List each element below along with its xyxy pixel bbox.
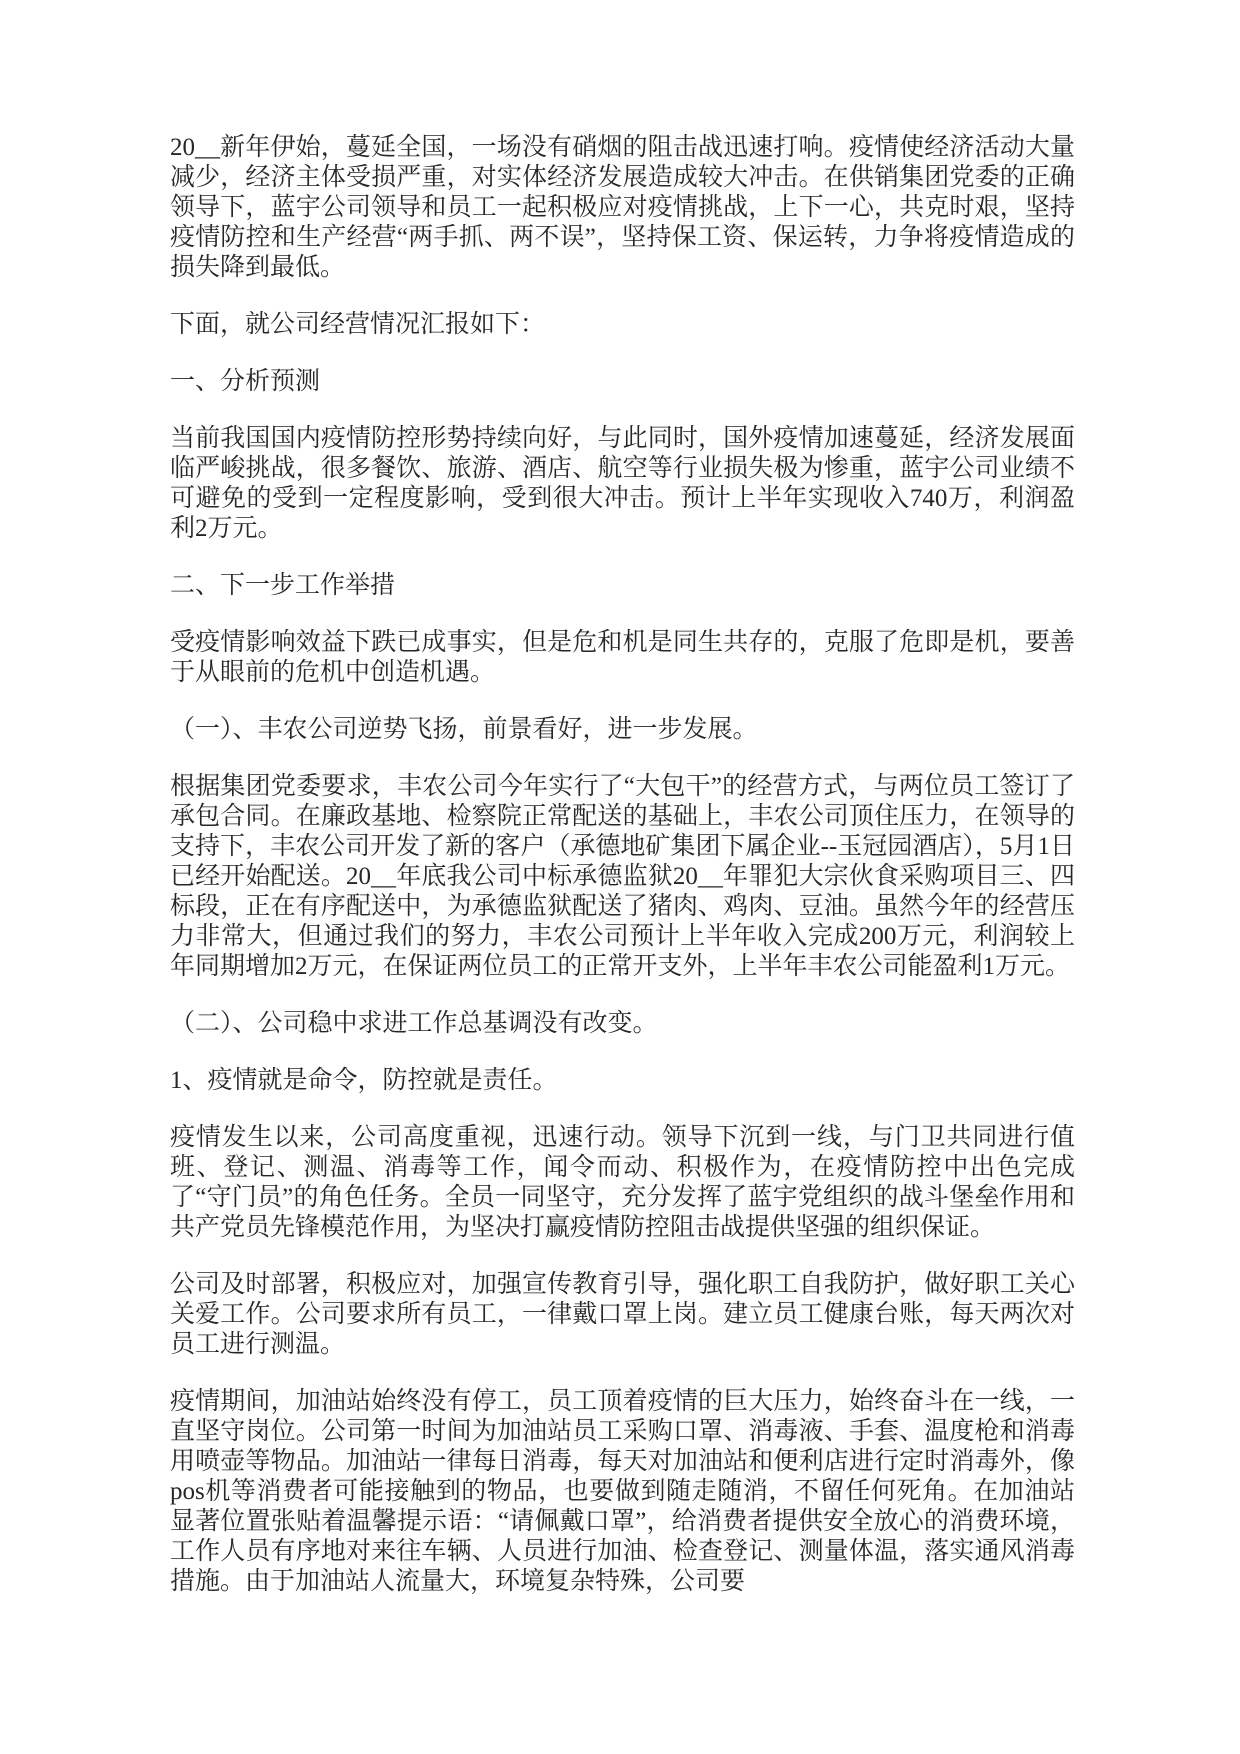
report-intro-line: 下面，就公司经营情况汇报如下： [170,311,546,338]
fengnong-detail-paragraph: 根据集团党委要求，丰农公司今年实行了“大包干”的经营方式，与两位员工签订了承包合同。在廉政基地、检察院正常配送的基础上，丰农公司顶住压力，在领导的支持下，丰农公司开发了新的客户（承德地矿集团下属企业--玉冠园酒店），5月1日已经开始配送。20__年底我公司中标承德监狱20__年罪犯大宗伙食采购项目三、四标段，正在有序配送中，为承德监狱配送了猪肉、鸡肉、豆油。虽然今年的经营压力非常大，但通过我们的努力，丰农公司预计上半年收入完成200万元，利润较上年同期增加2万元，在保证两位员工的正常开支外，上半年丰农公司能盈利1万元。 [170,773,1075,980]
item-heading-epidemic-order: 1、疫情就是命令，防控就是责任。 [170,1067,558,1094]
staff-protection-paragraph: 公司及时部署，积极应对，加强宣传教育引导，强化职工自我防护，做好职工关心关爱工作。公司要求所有员工，一律戴口罩上岗。建立员工健康台账，每天两次对员工进行测温。 [170,1271,1075,1358]
analysis-paragraph: 当前我国国内疫情防控形势持续向好，与此同时，国外疫情加速蔓延，经济发展面临严峻挑战，很多餐饮、旅游、酒店、航空等行业损失极为惨重，蓝宇公司业绩不可避免的受到一定程度影响，受到很大冲击。预计上半年实现收入740万，利润盈利2万元。 [170,425,1075,542]
epidemic-response-paragraph: 疫情发生以来，公司高度重视，迅速行动。领导下沉到一线，与门卫共同进行值班、登记、测温、消毒等工作，闻令而动、积极作为，在疫情防控中出色完成了“守门员”的角色任务。全员一同坚守，充分发挥了蓝宇党组织的战斗堡垒作用和共产党员先锋模范作用，为坚决打赢疫情防控阻击战提供坚强的组织保证。 [170,1124,1075,1241]
crisis-opportunity-paragraph: 受疫情影响效益下跌已成事实，但是危和机是同生共存的，克服了危即是机，要善于从眼前的危机中创造机遇。 [170,629,1075,686]
gas-station-paragraph: 疫情期间，加油站始终没有停工，员工顶着疫情的巨大压力，始终奋斗在一线，一直坚守岗位。公司第一时间为加油站员工采购口罩、消毒液、手套、温度枪和消毒用喷壶等物品。加油站一律每日消毒，每天对加油站和便利店进行定时消毒外，像pos机等消费者可能接触到的物品，也要做到随走随消，不留任何死角。在加油站显著位置张贴着温馨提示语：“请佩戴口罩”，给消费者提供安全放心的消费环境，工作人员有序地对来往车辆、人员进行加油、检查登记、测量体温，落实通风消毒措施。由于加油站人流量大，环境复杂特殊，公司要 [170,1388,1075,1595]
subsection-heading-stability: （二）、公司稳中求进工作总基调没有改变。 [170,1010,658,1037]
opening-paragraph: 20__新年伊始，蔓延全国，一场没有硝烟的阻击战迅速打响。疫情使经济活动大量减少，经济主体受损严重，对实体经济发展造成较大冲击。在供销集团党委的正确领导下，蓝宇公司领导和员工一起积极应对疫情挑战，上下一心，共克时艰，坚持疫情防控和生产经营“两手抓、两不误”，坚持保工资、保运转，力争将疫情造成的损失降到最低。 [170,134,1075,281]
section-heading-next-steps: 二、下一步工作举措 [170,572,396,599]
subsection-heading-fengnong: （一）、丰农公司逆势飞扬，前景看好，进一步发展。 [170,716,758,743]
section-heading-analysis: 一、分析预测 [170,368,321,395]
